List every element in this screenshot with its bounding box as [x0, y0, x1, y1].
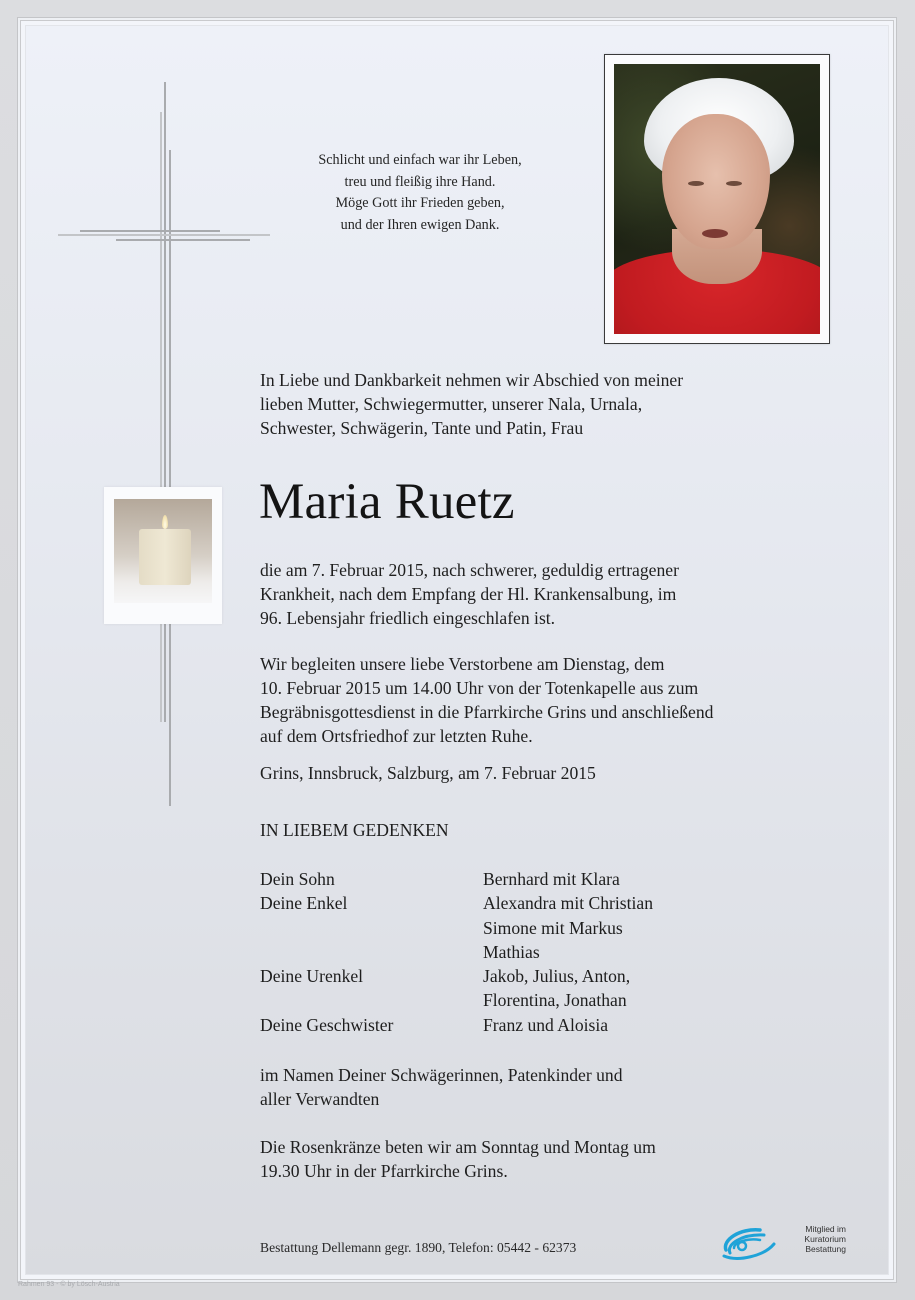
- mourner-relation: Dein Sohn: [260, 869, 335, 889]
- verse-line: Schlicht und einfach war ihr Leben,: [318, 152, 522, 168]
- death-notice-line: Krankheit, nach dem Empfang der Hl. Krankensalbung, im: [260, 584, 677, 604]
- funeral-notice-line: Begräbnisgottesdienst in die Pfarrkirche Grins und anschließend: [260, 702, 714, 722]
- kuratorium-bestattung-logo: [720, 1222, 855, 1262]
- verse-line: treu und fleißig ihre Hand.: [344, 173, 496, 190]
- rosary-line: 19.30 Uhr in der Pfarrkirche Grins.: [260, 1161, 508, 1181]
- funeral-notice-line: Wir begleiten unsere liebe Verstorbene am Dienstag, dem: [260, 654, 665, 674]
- portrait-photo-frame: [604, 54, 830, 344]
- funeral-home-footer: Bestattung Dellemann gegr. 1890, Telefon: 05442 - 62373: [260, 1240, 577, 1255]
- mourner-row: [260, 867, 653, 891]
- deceased-name: Maria Ruetz: [259, 474, 515, 530]
- mourner-relation: Deine Urenkel: [260, 966, 364, 987]
- funeral-notice-line: 10. Februar 2015 um 14.00 Uhr von der Totenkapelle aus zum: [260, 678, 699, 698]
- frame-credit: Rahmen 93 - © by Lösch-Austria: [18, 1281, 120, 1288]
- death-notice-line: die am 7. Februar 2015, nach schwerer, geduldig ertragener: [260, 560, 679, 580]
- death-notice-line: 96. Lebensjahr friedlich eingeschlafen ist.: [260, 608, 556, 628]
- logo-line: Kuratorium Bestattung: [804, 1234, 846, 1254]
- logo-text: [768, 1224, 846, 1254]
- mourner-row: [260, 964, 653, 1013]
- mourner-relation: Deine Geschwister: [260, 1014, 394, 1035]
- logo-line: Mitglied im: [805, 1224, 846, 1234]
- mourner-names: Mathias: [483, 941, 540, 962]
- rosary-notice: [260, 1135, 656, 1183]
- rosary-line: Die Rosenkränze beten wir am Sonntag und Montag um: [260, 1137, 656, 1157]
- funeral-notice: [260, 652, 713, 748]
- mourner-names: Alexandra mit Christian: [483, 893, 654, 914]
- mourner-relation: Deine Enkel: [260, 893, 348, 914]
- intro-line: lieben Mutter, Schwiegermutter, unserer Nala, Urnala,: [260, 394, 643, 414]
- behalf-line: aller Verwandten: [260, 1089, 380, 1109]
- mourner-names: Franz und Aloisia: [483, 1014, 609, 1035]
- intro-line: Schwester, Schwägerin, Tante und Patin, Frau: [260, 418, 584, 438]
- mourner-names: Jakob, Julius, Anton,: [483, 966, 631, 987]
- mourner-row: [260, 1013, 653, 1037]
- intro-line: In Liebe und Dankbarkeit nehmen wir Abschied von meiner: [260, 370, 684, 390]
- place-and-date: Grins, Innsbruck, Salzburg, am 7. Februar 2015: [260, 763, 596, 783]
- funeral-notice-line: auf dem Ortsfriedhof zur letzten Ruhe.: [260, 726, 533, 746]
- death-notice: [260, 558, 679, 630]
- verse-line: und der Ihren ewigen Dank.: [340, 216, 500, 233]
- mourner-names: Simone mit Markus: [483, 917, 623, 938]
- intro-text: [260, 368, 683, 440]
- candle-image-frame: [104, 487, 222, 624]
- mourner-names: Bernhard mit Klara: [483, 869, 620, 889]
- mourner-names: Florentina, Jonathan: [483, 990, 627, 1011]
- mourner-row: [260, 891, 653, 964]
- portrait-photo: [614, 64, 820, 334]
- behalf-line: im Namen Deiner Schwägerinnen, Patenkinder und: [260, 1065, 623, 1085]
- candle-icon: [114, 499, 212, 603]
- memorial-heading: IN LIEBEM GEDENKEN: [260, 820, 449, 840]
- verse-line: Möge Gott ihr Frieden geben,: [335, 195, 505, 211]
- mourners-list: [260, 867, 653, 1037]
- verse-poem: [285, 150, 555, 236]
- on-behalf-text: [260, 1063, 623, 1111]
